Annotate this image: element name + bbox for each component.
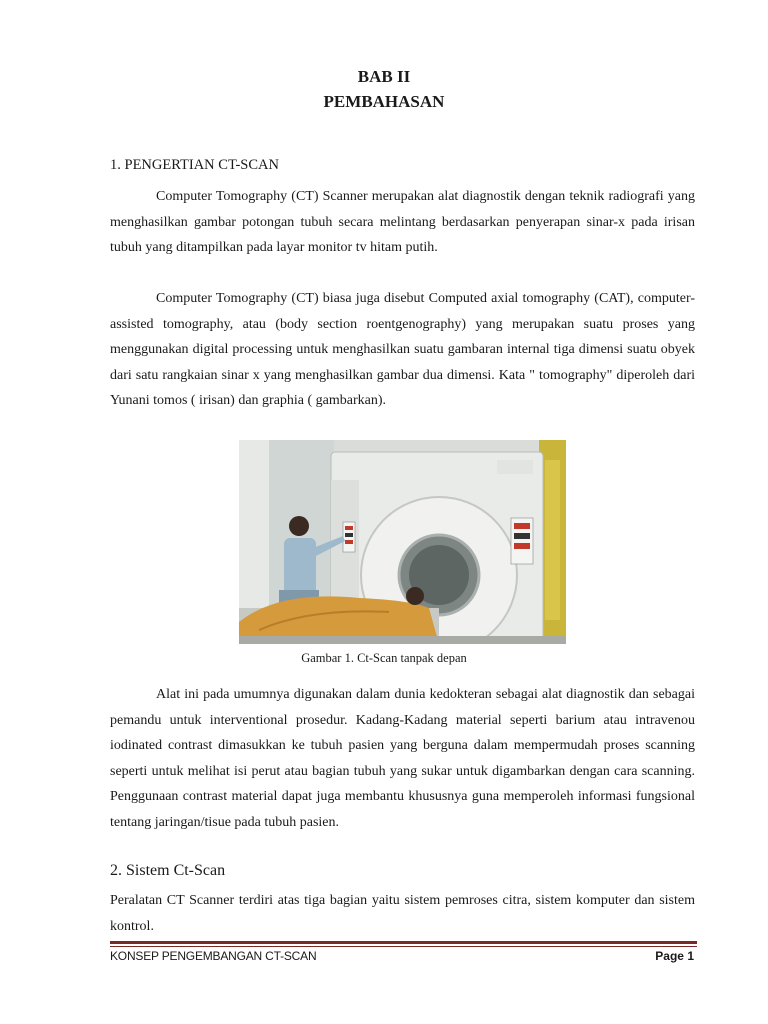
- section-heading-2: 2. Sistem Ct-Scan: [110, 862, 226, 879]
- chapter-title-line2: PEMBAHASAN: [323, 92, 445, 111]
- section-heading-1: 1. PENGERTIAN CT-SCAN: [110, 157, 279, 173]
- paragraph-1: Computer Tomography (CT) Scanner merupakan alat diagnostik dengan teknik radiografi yang menghasilkan gambar potongan tubuh secara melintang berdasarkan penyerapan sinar-x pada irisan tubuh yang ditampilkan pada layar monitor tv hitam putih.: [110, 189, 695, 256]
- chapter-title-line1: BAB II: [357, 67, 411, 86]
- footer-page-number: Page 1: [655, 949, 694, 963]
- footer-document-title: KONSEP PENGEMBANGAN CT-SCAN: [110, 949, 317, 963]
- footer-divider-thin: [110, 946, 697, 947]
- figure-caption: Gambar 1. Ct-Scan tanpak depan: [301, 651, 467, 665]
- ct-scanner-photo: [239, 440, 566, 644]
- paragraph-3: Alat ini pada umumnya digunakan dalam dunia kedokteran sebagai alat diagnostik dan sebagai pemandu untuk interventional prosedur. Kadang-Kadang material seperti barium atau intravenou iodinated contrast dimasukkan ke tubuh pasien yang berguna dalam mempermudah proses scanning seperti untuk melihat isi perut atau bagian tubuh yang sukar untuk digambarkan dengan cara scanning. Penggunaan contrast material dapat juga membantu khususnya guna memperoleh informasi fungsional tentang jaringan/tisue pada tubuh pasien.: [110, 687, 695, 830]
- paragraph-2: Computer Tomography (CT) biasa juga disebut Computed axial tomography (CAT), computer-assisted tomography, atau (body section roentgenography) yang merupakan suatu proses yang menggunakan digital processing untuk menghasilkan suatu gambaran internal tiga dimensi suatu obyek dari satu rangkaian sinar x yang menghasilkan gambar dua dimensi. Kata " tomography" diperoleh dari Yunani tomos ( irisan) dan graphia ( gambarkan).: [110, 291, 695, 409]
- footer-divider: [110, 941, 697, 944]
- chapter-title: [0, 64, 768, 114]
- paragraph-4: Peralatan CT Scanner terdiri atas tiga bagian yaitu sistem pemroses citra, sistem komputer dan sistem kontrol.: [110, 893, 695, 934]
